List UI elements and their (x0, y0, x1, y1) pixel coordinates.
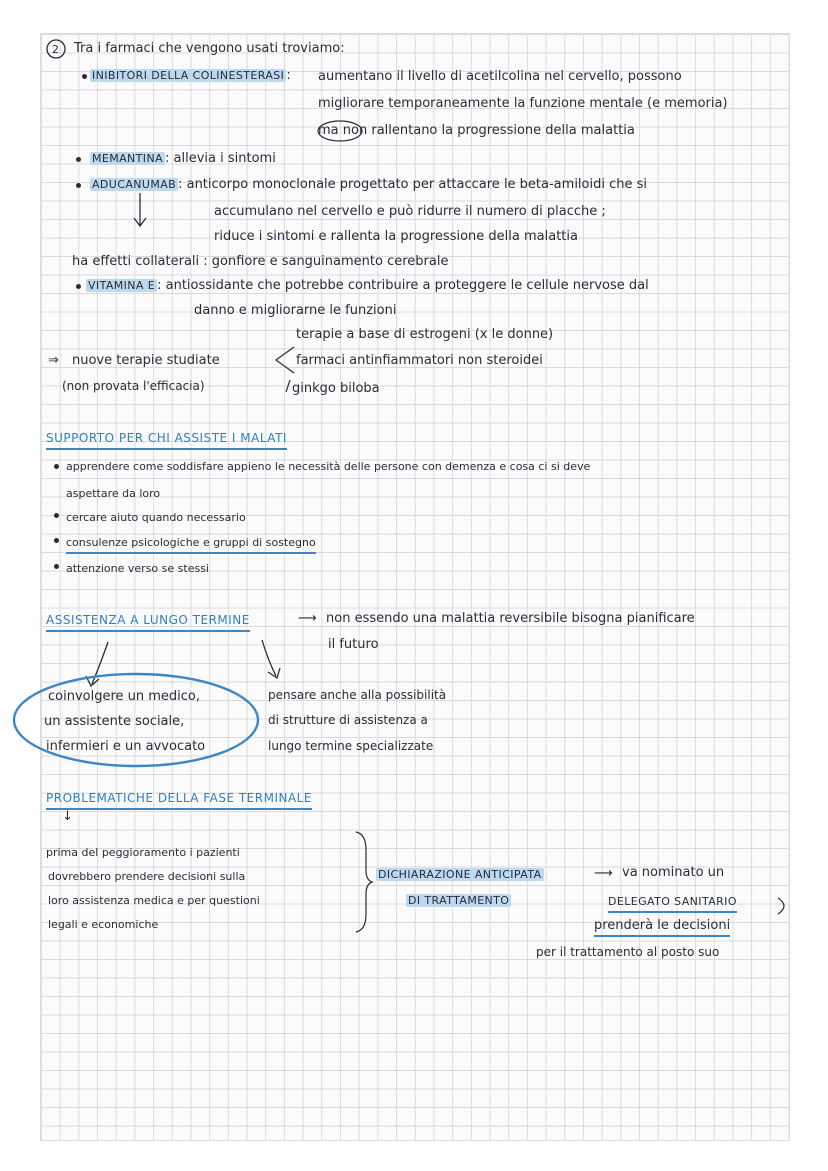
assistenza-left-line: coinvolgere un medico, (48, 689, 201, 704)
nominato-text: va nominato un (622, 865, 725, 880)
supporto-item: aspettare da loro (66, 487, 161, 500)
nuove-line1: nuove terapie studiate (72, 353, 220, 368)
assistenza-left-line: infermieri e un avvocato (46, 739, 206, 754)
dichiarazione-line1: DICHIARAZIONE ANTICIPATA (378, 868, 542, 881)
bullet (76, 183, 81, 188)
inibitori-line2: migliorare temporaneamente la funzione mentale (e memoria) (318, 96, 728, 111)
vitamina-line1: : antiossidante che potrebbe contribuire a proteggere le cellule nervose dal (157, 278, 649, 293)
memantina-label: MEMANTINA (92, 152, 164, 165)
bullet (76, 157, 81, 162)
supporto-item: apprendere come soddisfare appieno le necessità delle persone con demenza e cosa ci si deve (66, 460, 591, 473)
problematiche-left-line: prima del peggioramento i pazienti (46, 846, 240, 859)
supporto-item: consulenze psicologiche e gruppi di sostegno (66, 534, 316, 554)
aducanumab-line3: riduce i sintomi e rallenta la progressione della malattia (214, 229, 578, 244)
dichiarazione-line2: DI TRATTAMENTO (408, 894, 510, 907)
heading-number: 2 (52, 43, 59, 56)
assistenza-left-line: un assistente sociale, (44, 714, 185, 729)
arrow-icon: ⇒ (48, 353, 59, 368)
trattamento-text: per il trattamento al posto suo (536, 945, 720, 959)
down-arrow-icon: ↓ (62, 809, 73, 824)
assistenza-title: ASSISTENZA A LUNGO TERMINE (46, 612, 250, 632)
supporto-item: cercare aiuto quando necessario (66, 511, 246, 524)
inibitori-label: INIBITORI DELLA COLINESTERASI (92, 69, 285, 82)
bullet (76, 284, 81, 289)
memantina-text: : allevia i sintomi (165, 151, 276, 166)
bullet (82, 74, 87, 79)
aducanumab-side-effects: ha effetti collaterali : gonfiore e sanguinamento cerebrale (72, 254, 449, 269)
nuove-option: terapie a base di estrogeni (x le donne) (296, 327, 554, 342)
bullet (54, 538, 59, 543)
inibitori-line1: aumentano il livello di acetilcolina nel cervello, possono (318, 69, 682, 84)
arrow-right-icon: ⟶ (594, 866, 613, 881)
assistenza-right-line: lungo termine specializzate (268, 739, 434, 753)
inibitori-line3: rallentano la progressione della malattia (371, 123, 635, 138)
delegato-text: DELEGATO SANITARIO (608, 893, 737, 913)
prendera-text: prenderà le decisioni (594, 917, 730, 937)
aducanumab-line2: accumulano nel cervello e può ridurre il numero di placche ; (214, 204, 606, 219)
assistenza-desc2: il futuro (328, 637, 379, 652)
aducanumab-label: ADUCANUMAB (92, 178, 177, 191)
inibitori-ma: ma (318, 123, 339, 138)
inibitori-sep: : (286, 68, 291, 83)
inibitori-non: non (342, 123, 368, 138)
vitamina-label: VITAMINA E (88, 279, 156, 292)
problematiche-left-line: legali e economiche (48, 918, 159, 931)
assistenza-desc1: non essendo una malattia reversibile bisogna pianificare (326, 611, 695, 626)
nuove-option: ginkgo biloba (292, 381, 380, 396)
problematiche-left-line: dovrebbero prendere decisioni sulla (48, 870, 246, 883)
nuove-option: farmaci antinfiammatori non steroidei (296, 353, 543, 368)
assistenza-right-line: di strutture di assistenza a (268, 713, 428, 727)
bullet (54, 464, 59, 469)
vitamina-line2: danno e migliorarne le funzioni (194, 303, 397, 318)
grid-paper (40, 33, 790, 1141)
assistenza-right-line: pensare anche alla possibilità (268, 688, 447, 702)
supporto-item: attenzione verso se stessi (66, 562, 209, 575)
arrow-right-icon: ⟶ (298, 611, 317, 626)
heading-text: Tra i farmaci che vengono usati troviamo: (74, 41, 345, 56)
nuove-line2: (non provata l'efficacia) (62, 379, 205, 393)
bullet (54, 564, 59, 569)
aducanumab-line1: : anticorpo monoclonale progettato per attaccare le beta-amiloidi che si (178, 177, 648, 192)
problematiche-title: PROBLEMATICHE DELLA FASE TERMINALE (46, 790, 312, 810)
bullet (54, 513, 59, 518)
problematiche-left-line: loro assistenza medica e per questioni (48, 894, 260, 907)
supporto-title: SUPPORTO PER CHI ASSISTE I MALATI (46, 430, 287, 450)
